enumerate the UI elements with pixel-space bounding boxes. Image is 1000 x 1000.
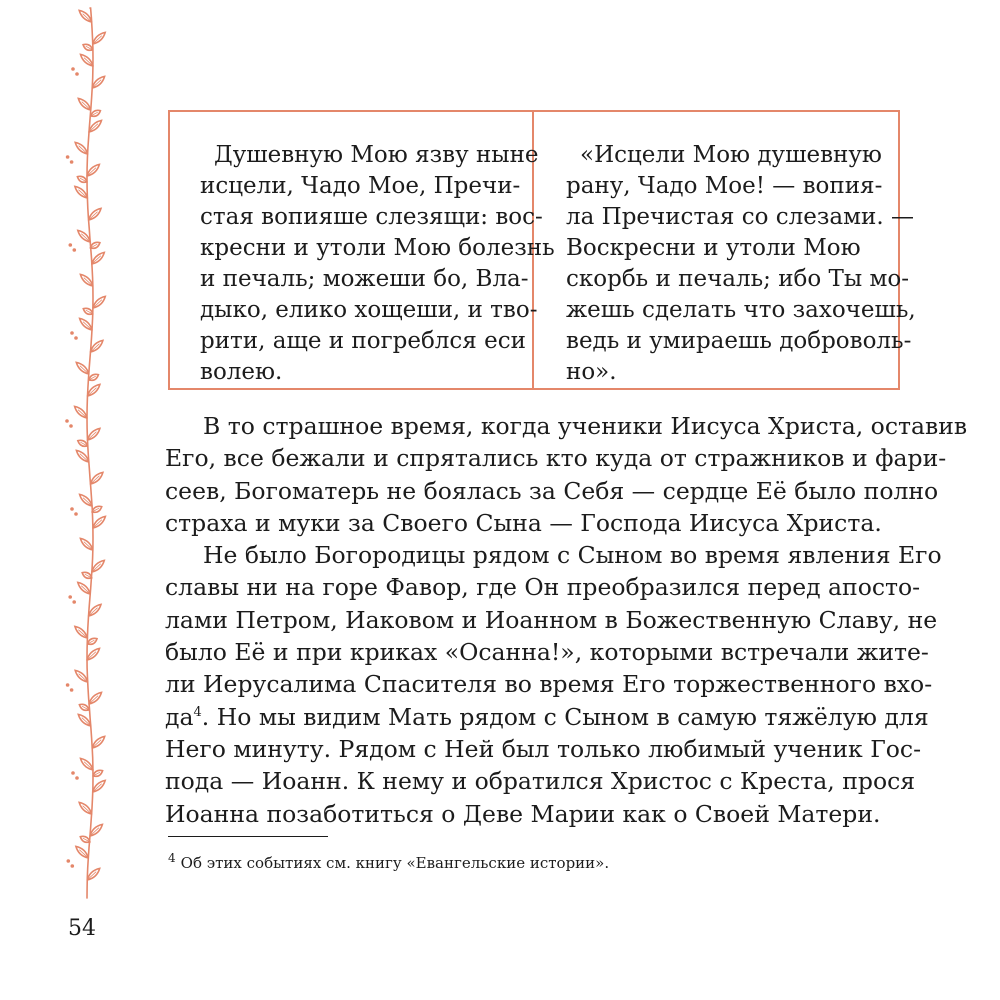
text-line: Его, все бежали и спрятались кто куда от стражников и фари- — [165, 444, 947, 473]
vine-berry — [75, 776, 79, 780]
vine-berry — [69, 424, 73, 428]
slavonic-line: стая вопияше слезящи: вос- — [200, 204, 543, 230]
footnote-text: Об этих событиях см. книгу «Евангельские истории». — [180, 854, 610, 872]
vine-berry — [68, 595, 72, 599]
floral-vine-icon — [55, 0, 125, 905]
footnote-number: 4 — [168, 851, 176, 865]
paragraph — [165, 410, 968, 539]
text-line: Не было Богородицы рядом с Сыном во время явления Его — [203, 541, 942, 570]
slavonic-line: и печаль; можеши бо, Вла- — [200, 266, 529, 292]
page-number: 54 — [68, 916, 96, 941]
russian-line: но». — [566, 359, 617, 385]
text-line: было Её и при криках «Осанна!», которыми встречали жите- — [165, 638, 929, 667]
russian-line: ведь и умираешь доброволь- — [566, 328, 912, 354]
vine-berry — [67, 859, 71, 863]
text-line — [165, 701, 929, 733]
paragraph — [165, 539, 942, 830]
vine-berry — [66, 155, 70, 159]
vine-berry — [71, 771, 75, 775]
vine-berry — [70, 331, 74, 335]
text-line: сеев, Богоматерь не боялась за Себя — сердце Её было полно — [165, 476, 939, 505]
vine-berry — [74, 336, 78, 340]
footnote — [168, 848, 609, 873]
russian-line: жешь сделать что захочешь, — [566, 297, 916, 323]
text-line: ли Иерусалима Спасителя во время Его торжественного вхо- — [165, 670, 933, 699]
text-fragment: . Но мы видим Мать рядом с Сыном в самую тяжёлую для — [201, 702, 929, 731]
russian-line: ла Пречистая со слезами. — — [566, 204, 914, 230]
slavonic-line: исцели, Чадо Мое, Пречи- — [200, 173, 521, 199]
vine-berry — [75, 72, 79, 76]
vine-berry — [70, 160, 74, 164]
church-slavonic-column — [170, 112, 555, 388]
russian-line: «Исцели Мою душевную — [580, 142, 882, 168]
text-line: пода — Иоанн. К нему и обратился Христос с Креста, прося — [165, 767, 916, 796]
slavonic-line: Душевную Мою язву ныне — [214, 142, 539, 168]
vine-berry — [73, 248, 77, 252]
vine-berry — [74, 512, 78, 516]
text-fragment: да — [165, 702, 194, 731]
vine-berry — [69, 243, 73, 247]
vine-berry — [71, 67, 75, 71]
slavonic-line: волею. — [200, 359, 283, 385]
vine-berry — [71, 864, 75, 868]
russian-line: рану, Чадо Мое! — вопия- — [566, 173, 883, 199]
text-line: Него минуту. Рядом с Ней был только любимый ученик Гос- — [165, 734, 922, 763]
text-line: лами Петром, Иаковом и Иоанном в Божественную Славу, не — [165, 605, 938, 634]
body-text — [165, 410, 968, 830]
text-line: Иоанна позаботиться о Деве Марии как о Своей Матери. — [165, 799, 881, 828]
text-line: страха и муки за Своего Сына — Господа Иисуса Христа. — [165, 508, 882, 537]
vine-berry — [70, 507, 74, 511]
slavonic-line: кресни и утоли Мою болезнь — [200, 235, 555, 261]
text-line: В то страшное время, когда ученики Иисуса Христа, оставив — [203, 412, 968, 440]
russian-line: Воскресни и утоли Мою — [566, 235, 861, 261]
footnote-divider — [168, 836, 328, 837]
slavonic-line: дыко, елико хощеши, и тво- — [200, 297, 538, 323]
vine-berry — [65, 419, 69, 423]
parallel-text-box — [168, 110, 916, 390]
vine-berry — [70, 688, 74, 692]
text-line: славы ни на горе Фавор, где Он преобразился перед апосто- — [165, 573, 921, 602]
vine-berry — [72, 600, 76, 604]
vine-berry — [66, 683, 70, 687]
russian-line: скорбь и печаль; ибо Ты мо- — [566, 266, 910, 292]
russian-translation-column — [534, 112, 916, 388]
slavonic-line: рити, аще и погреблся еси — [200, 328, 526, 354]
footnote-reference[interactable]: 4 — [193, 704, 202, 720]
